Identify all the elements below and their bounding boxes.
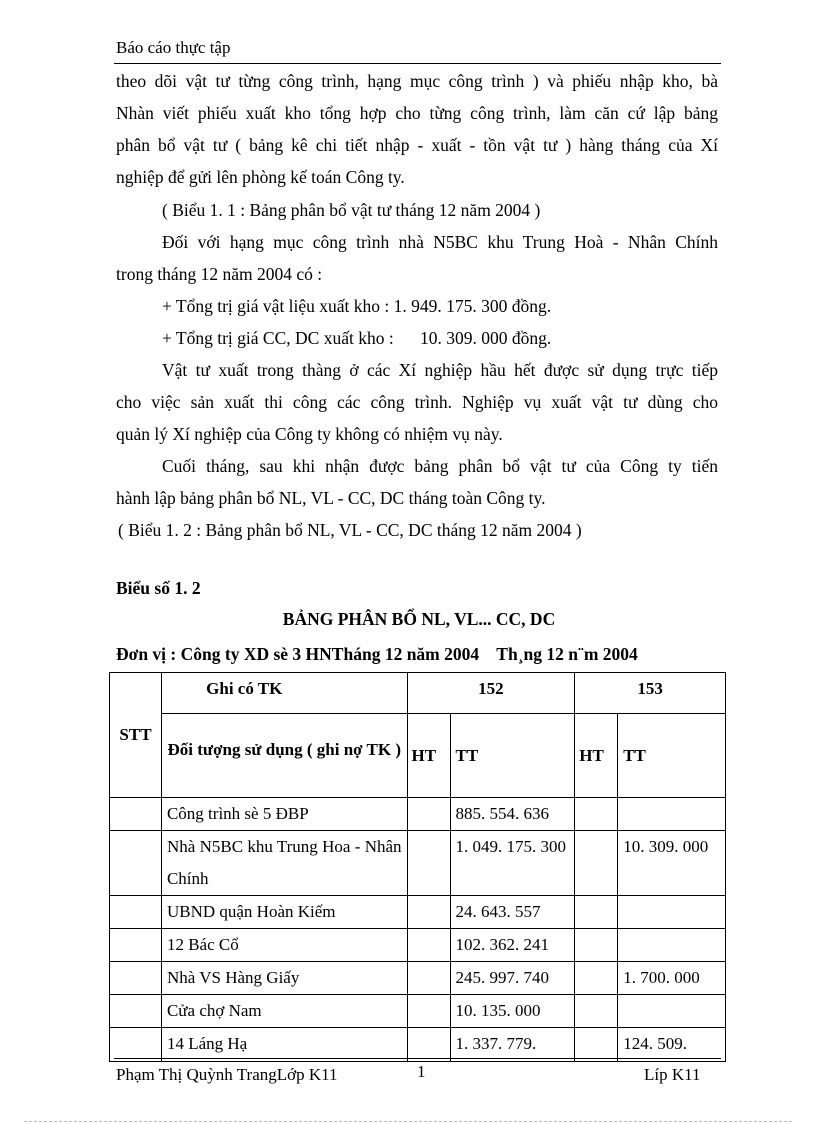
tt-152-cell: 1. 049. 175. 300: [450, 831, 575, 896]
body-line-9: + Tổng trị giá CC, DC xuất kho : 10. 309. 000 đồng.: [162, 328, 552, 348]
footer-rule: [114, 1058, 721, 1059]
table-row: [110, 1028, 726, 1062]
allocation-table: [109, 672, 726, 1062]
stt-cell: [110, 798, 162, 831]
body-line-1: theo dõi vật tư từng công trình, hạng mục công trình ) và phiếu nhập kho, bà: [116, 71, 718, 91]
ht-152-cell: [407, 995, 450, 1028]
body-line-11: cho việc sản xuất thi công các công trình. Nghiệp vụ xuất vật tư dùng cho: [116, 392, 718, 412]
tt-153-cell: [618, 929, 726, 962]
report-header-title: Báo cáo thực tập: [116, 38, 231, 57]
ht-152-cell: [407, 962, 450, 995]
body-line-3: phân bổ vật tư ( bảng kê chi tiết nhập - xuất - tồn vật tư ) hàng tháng của Xí: [116, 135, 718, 155]
footer-class: Líp K11: [644, 1065, 701, 1084]
body-line-13: Cuối tháng, sau khi nhận được bảng phân bổ vật tư của Công ty tiến: [162, 456, 718, 476]
ht-153-cell: [575, 798, 618, 831]
tt-153-cell: [618, 798, 726, 831]
acct-153-header: 153: [575, 673, 726, 714]
credit-header: Ghi có TK: [161, 673, 407, 714]
object-cell: 14 Láng Hạ: [161, 1028, 407, 1062]
ht-152-cell: [407, 798, 450, 831]
object-cell: Nhà N5BC khu Trung Hoa - Nhân Chính: [161, 831, 407, 896]
body-line-10: Vật tư xuất trong thàng ở các Xí nghiệp hầu hết được sử dụng trực tiếp: [162, 360, 718, 380]
table-row: [110, 962, 726, 995]
table-row: [110, 995, 726, 1028]
stt-cell: [110, 896, 162, 929]
object-header: Đối tượng sử dụng ( ghi nợ TK ): [161, 714, 407, 798]
body-line-5: ( Biểu 1. 1 : Bảng phân bổ vật tư tháng 12 năm 2004 ): [162, 200, 541, 220]
body-line-6: Đối với hạng mục công trình nhà N5BC khu Trung Hoà - Nhân Chính: [162, 232, 718, 252]
tt-152-cell: 245. 997. 740: [450, 962, 575, 995]
stt-header: STT: [110, 673, 162, 798]
table-row: [110, 896, 726, 929]
tt-153-cell: 10. 309. 000: [618, 831, 726, 896]
stt-cell: [110, 929, 162, 962]
ht-152-cell: [407, 1028, 450, 1062]
header-rule: [114, 63, 721, 64]
body-line-7: trong tháng 12 năm 2004 có :: [116, 264, 323, 284]
object-cell: Nhà VS Hàng Giấy: [161, 962, 407, 995]
ht-153-cell: [575, 995, 618, 1028]
footer-author: Phạm Thị Quỳnh TrangLớp K11: [116, 1065, 338, 1084]
tt-153-header: TT: [618, 714, 726, 798]
object-cell: UBND quận Hoàn Kiếm: [161, 896, 407, 929]
unit-line: Đơn vị : Công ty XD sè 3 HNTháng 12 năm 2004 Th¸ng 12 n¨m 2004: [116, 644, 638, 664]
body-line-15: ( Biểu 1. 2 : Bảng phân bổ NL, VL - CC, DC tháng 12 năm 2004 ): [118, 520, 582, 540]
ht-153-cell: [575, 896, 618, 929]
acct-152-header: 152: [407, 673, 575, 714]
tt-153-cell: 124. 509.: [618, 1028, 726, 1062]
tt-152-header: TT: [450, 714, 575, 798]
body-line-4: nghiệp để gửi lên phòng kế toán Công ty.: [116, 167, 405, 187]
table-row: [110, 831, 726, 896]
object-cell: 12 Bác Cổ: [161, 929, 407, 962]
ht-153-cell: [575, 962, 618, 995]
page-number: 1: [417, 1062, 426, 1081]
stt-cell: [110, 831, 162, 896]
tt-153-cell: 1. 700. 000: [618, 962, 726, 995]
ht-153-cell: [575, 1028, 618, 1062]
body-line-8: + Tổng trị giá vật liệu xuất kho : 1. 949. 175. 300 đồng.: [162, 296, 552, 316]
page-break-line: [24, 1121, 792, 1122]
ht-152-cell: [407, 896, 450, 929]
tt-152-cell: 102. 362. 241: [450, 929, 575, 962]
stt-cell: [110, 1028, 162, 1062]
ht-153-header: HT: [575, 714, 618, 798]
object-cell: Cửa chợ Nam: [161, 995, 407, 1028]
table-row: [110, 798, 726, 831]
tt-152-cell: 885. 554. 636: [450, 798, 575, 831]
ht-152-cell: [407, 929, 450, 962]
ht-153-cell: [575, 831, 618, 896]
table-title: BẢNG PHÂN BỔ NL, VL... CC, DC: [282, 609, 556, 629]
tt-152-cell: 10. 135. 000: [450, 995, 575, 1028]
table-row: [110, 929, 726, 962]
tt-152-cell: 1. 337. 779.: [450, 1028, 575, 1062]
body-line-12: quản lý Xí nghiệp của Công ty không có nhiệm vụ này.: [116, 424, 503, 444]
tt-153-cell: [618, 995, 726, 1028]
tt-153-cell: [618, 896, 726, 929]
stt-cell: [110, 962, 162, 995]
ht-152-header: HT: [407, 714, 450, 798]
body-line-14: hành lập bảng phân bổ NL, VL - CC, DC tháng toàn Công ty.: [116, 488, 546, 508]
ht-152-cell: [407, 831, 450, 896]
body-line-2: Nhàn viết phiếu xuất kho tổng hợp cho từng công trình, làm căn cứ lập bảng: [116, 103, 718, 123]
stt-cell: [110, 995, 162, 1028]
object-cell: Công trình sè 5 ĐBP: [161, 798, 407, 831]
section-label: Biểu số 1. 2: [116, 578, 201, 598]
tt-152-cell: 24. 643. 557: [450, 896, 575, 929]
ht-153-cell: [575, 929, 618, 962]
